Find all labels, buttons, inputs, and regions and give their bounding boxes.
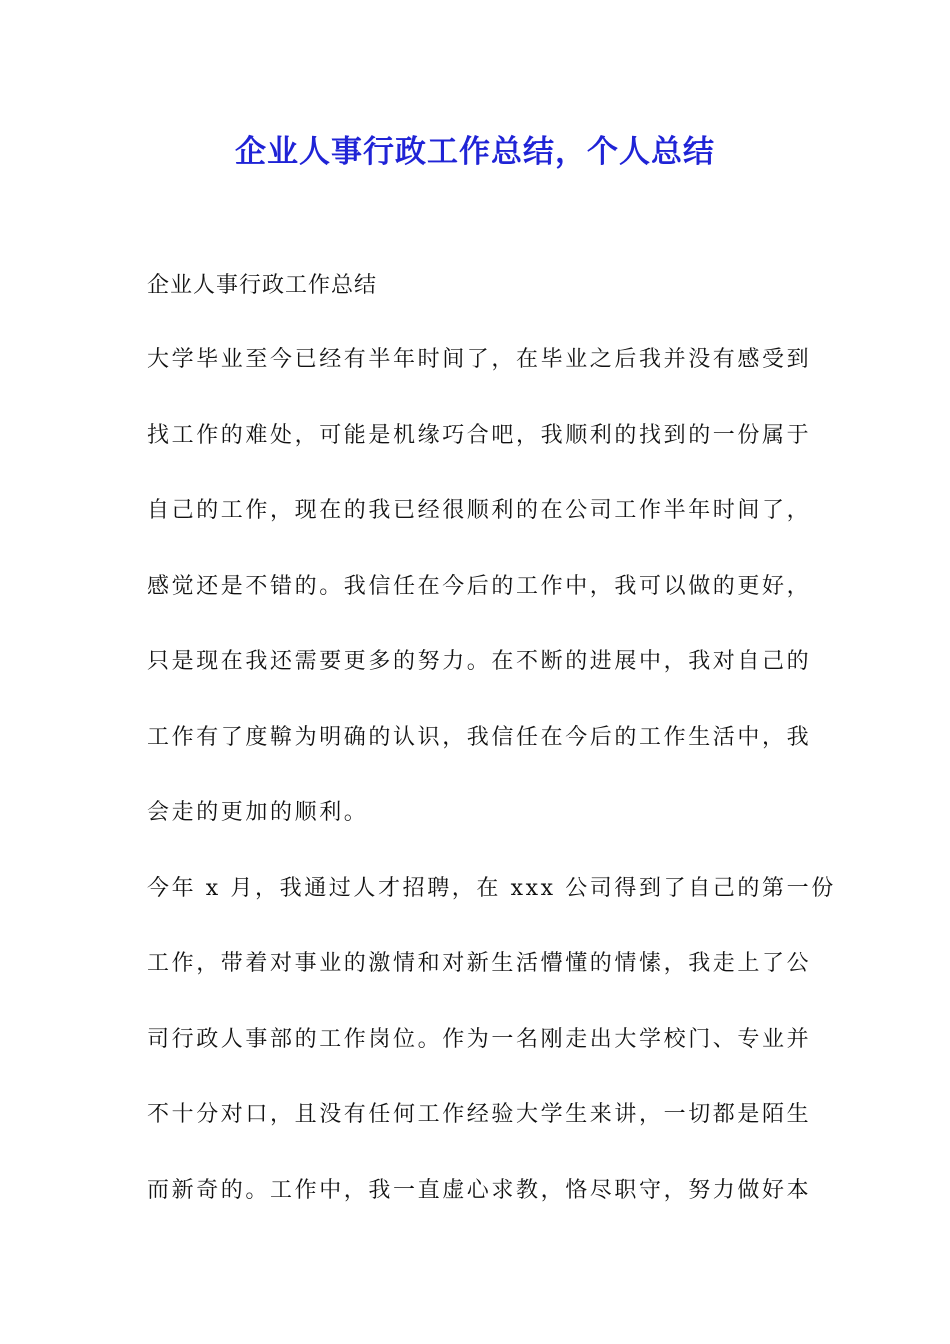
body-line: 不十分对口，且没有任何工作经验大学生来讲，一切都是陌生 [147,1102,812,1127]
body-line: 工作，带着对事业的激情和对新生活懵懂的情愫，我走上了公 [147,951,812,976]
document-body [147,342,836,1248]
body-line: 会走的更加的顺利。 [147,800,369,825]
body-line: 工作有了度鞥为明确的认识，我信任在今后的工作生活中，我 [147,724,812,750]
body-line: 感觉还是不错的。我信任在今后的工作中，我可以做的更好， [147,573,812,599]
body-line: 只是现在我还需要更多的努力。在不断的进展中，我对自己的 [147,649,812,674]
body-line: 今年 x 月，我通过人才招聘，在 xxx 公司得到了自己的第一份 [147,875,836,901]
section-heading: 企业人事行政工作总结 [147,273,378,298]
body-line: 自己的工作，现在的我已经很顺利的在公司工作半年时间了， [147,498,812,523]
body-line: 找工作的难处，可能是机缘巧合吧，我顺利的找到的一份属于 [147,422,812,448]
body-line: 而新奇的。工作中，我一直虚心求教，恪尽职守，努力做好本 [147,1177,812,1203]
body-line: 司行政人事部的工作岗位。作为一名刚走出大学校门、专业并 [147,1026,812,1052]
body-line: 大学毕业至今已经有半年时间了，在毕业之后我并没有感受到 [147,347,812,372]
document-title: 企业人事行政工作总结，个人总结 [235,134,715,170]
